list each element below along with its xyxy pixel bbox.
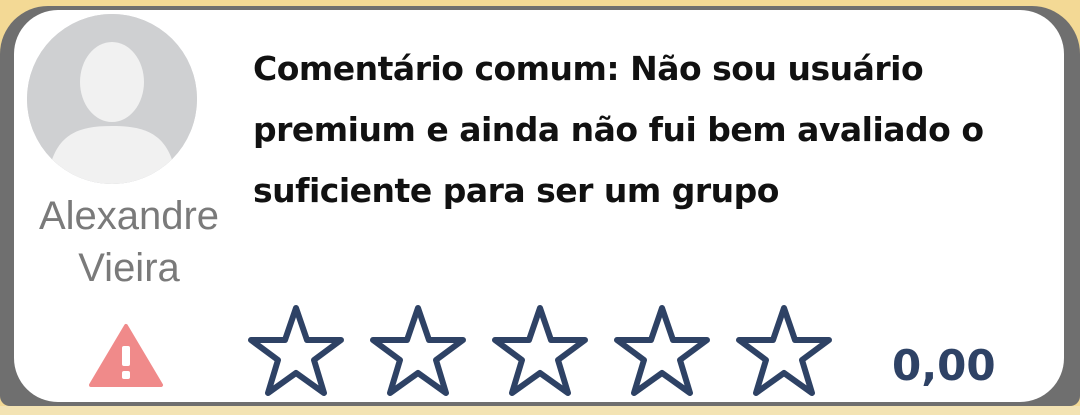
bottom-strip [0,406,1080,415]
user-silhouette-icon [27,14,197,184]
rating-value: 0,00 [892,341,996,390]
star-5-icon[interactable] [734,302,834,398]
avatar[interactable] [27,14,197,184]
star-rating[interactable] [246,302,834,398]
author-name [10,190,248,294]
comment-text: Comentário comum: Não sou usuário premium e ainda não fui bem avaliado o suficiente para ser um grupo [253,49,984,210]
report-button[interactable] [88,322,164,388]
star-1-icon[interactable] [246,302,346,398]
author-first-name: Alexandre [38,194,220,238]
star-2-icon[interactable] [368,302,468,398]
star-4-icon[interactable] [612,302,712,398]
star-3-icon[interactable] [490,302,590,398]
warning-triangle-icon [88,322,164,388]
author-last-name: Vieira [78,246,180,290]
